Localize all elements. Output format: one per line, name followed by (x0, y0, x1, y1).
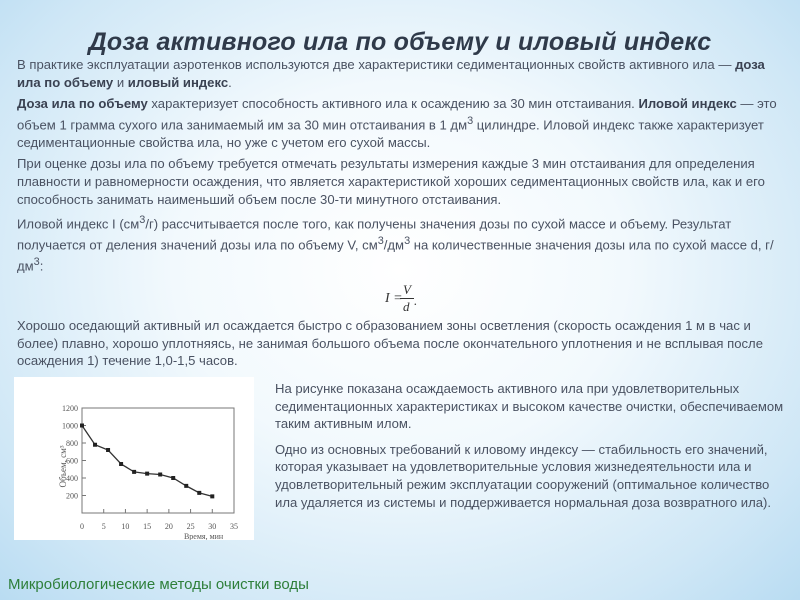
main-text-block (17, 56, 785, 374)
paragraph-intro: В практике эксплуатации аэротенков используются две характеристики седиментационных свойств активного ила — доза ила по объему и иловый индекс. (17, 57, 765, 90)
data-point (210, 494, 214, 498)
y-tick-label: 200 (66, 491, 78, 501)
paragraph-index-calc: Иловой индекс I $(см^3/г)$ рассчитывается после того, как получены значения дозы по сухой массе и объему. Результат получается от деления значений дозы ила по объему V, $см^3/дм^3$ на количественные значения дозы ила по сухой массе d, $г/дм^3$: (17, 214, 774, 274)
data-point (80, 424, 84, 428)
x-tick-label: 10 (121, 522, 130, 531)
data-point (145, 472, 149, 476)
y-tick-label: 400 (66, 474, 78, 483)
paragraph-index-stability: Одно из основных требований к иловому индексу — стабильность его значений, которая указывает на удовлетворительные условия жизнедеятельности ила и удовлетворительный режим эксплуатации сооружений (оптимальное количество ила удаляется из системы и поддерживается нормальная доза возвратного ила). (275, 441, 771, 510)
data-point (132, 470, 136, 474)
y-axis-label: Объем, см³ (58, 445, 68, 488)
settling-chart (14, 377, 254, 540)
x-axis-label: Время, мин (183, 532, 224, 540)
formula-denominator: d (403, 299, 410, 314)
data-point (158, 473, 162, 477)
y-tick-label: 800 (66, 439, 78, 448)
x-tick-label: 35 (230, 522, 238, 531)
x-tick-label: 25 (186, 522, 195, 531)
x-tick-label: 0 (80, 522, 84, 531)
data-point (197, 491, 201, 495)
data-point (184, 484, 188, 488)
right-text-block (275, 380, 785, 519)
sludge-index-formula (385, 282, 445, 316)
data-point (106, 448, 110, 452)
settling-chart-svg (14, 377, 254, 540)
footer-subject: Микробиологические методы очистки воды (8, 576, 309, 593)
slide-title: Доза активного ила по объему и иловый индекс (88, 28, 712, 56)
data-point (93, 443, 97, 447)
data-point (119, 462, 123, 466)
x-tick-label: 20 (164, 522, 173, 531)
formula-lhs: I = (385, 291, 403, 306)
y-tick-label: 600 (66, 456, 78, 466)
settling-curve-line (82, 426, 212, 497)
x-tick-label: 5 (101, 522, 106, 531)
paragraph-settling: Хорошо оседающий активный ил осаждается быстро с образованием зоны осветления (скорость осаждения 1 м в час и более) плавно, хорошо уплотняясь, не занимая большого объема после окончательного уплотнения и не всплывая после осаждения 1) течение 1,0-1,5 часов. (17, 317, 763, 369)
y-tick-label: 1200 (62, 404, 78, 413)
paragraph-definitions: Доза ила по объему характеризует способность активного ила к осаждению за 30 мин отстаивания. Иловой индекс — это объем 1 грамма сухого ила занимаемый им за 30 мин отстаивания в 1 $дм^3$ цилиндре. Иловой индекс также характеризует седиментационные свойства ила, но уже с учетом его сухой массы. (17, 96, 777, 150)
data-point (171, 476, 175, 480)
formula-numerator: V (403, 282, 411, 297)
formula-dot: . (414, 293, 418, 308)
x-tick-label: 15 (143, 522, 152, 531)
paragraph-figure-caption: На рисунке показана осаждаемость активного ила при удовлетворительных седиментационных характеристиках и высоком качестве очистки, обеспечиваемом таким активным илом. (275, 381, 784, 432)
y-tick-label: 1000 (62, 421, 78, 431)
x-tick-label: 30 (208, 522, 217, 531)
paragraph-measurement: При оценке дозы ила по объему требуется отмечать результаты измерения каждые 3 мин отстаивания для определения плавности и равномерности осаждения, что является характеристикой хороших седиментационных свойств ила, как и его способность занимать наименьший объем после 30-ти минутного отстаивания. (17, 156, 765, 207)
